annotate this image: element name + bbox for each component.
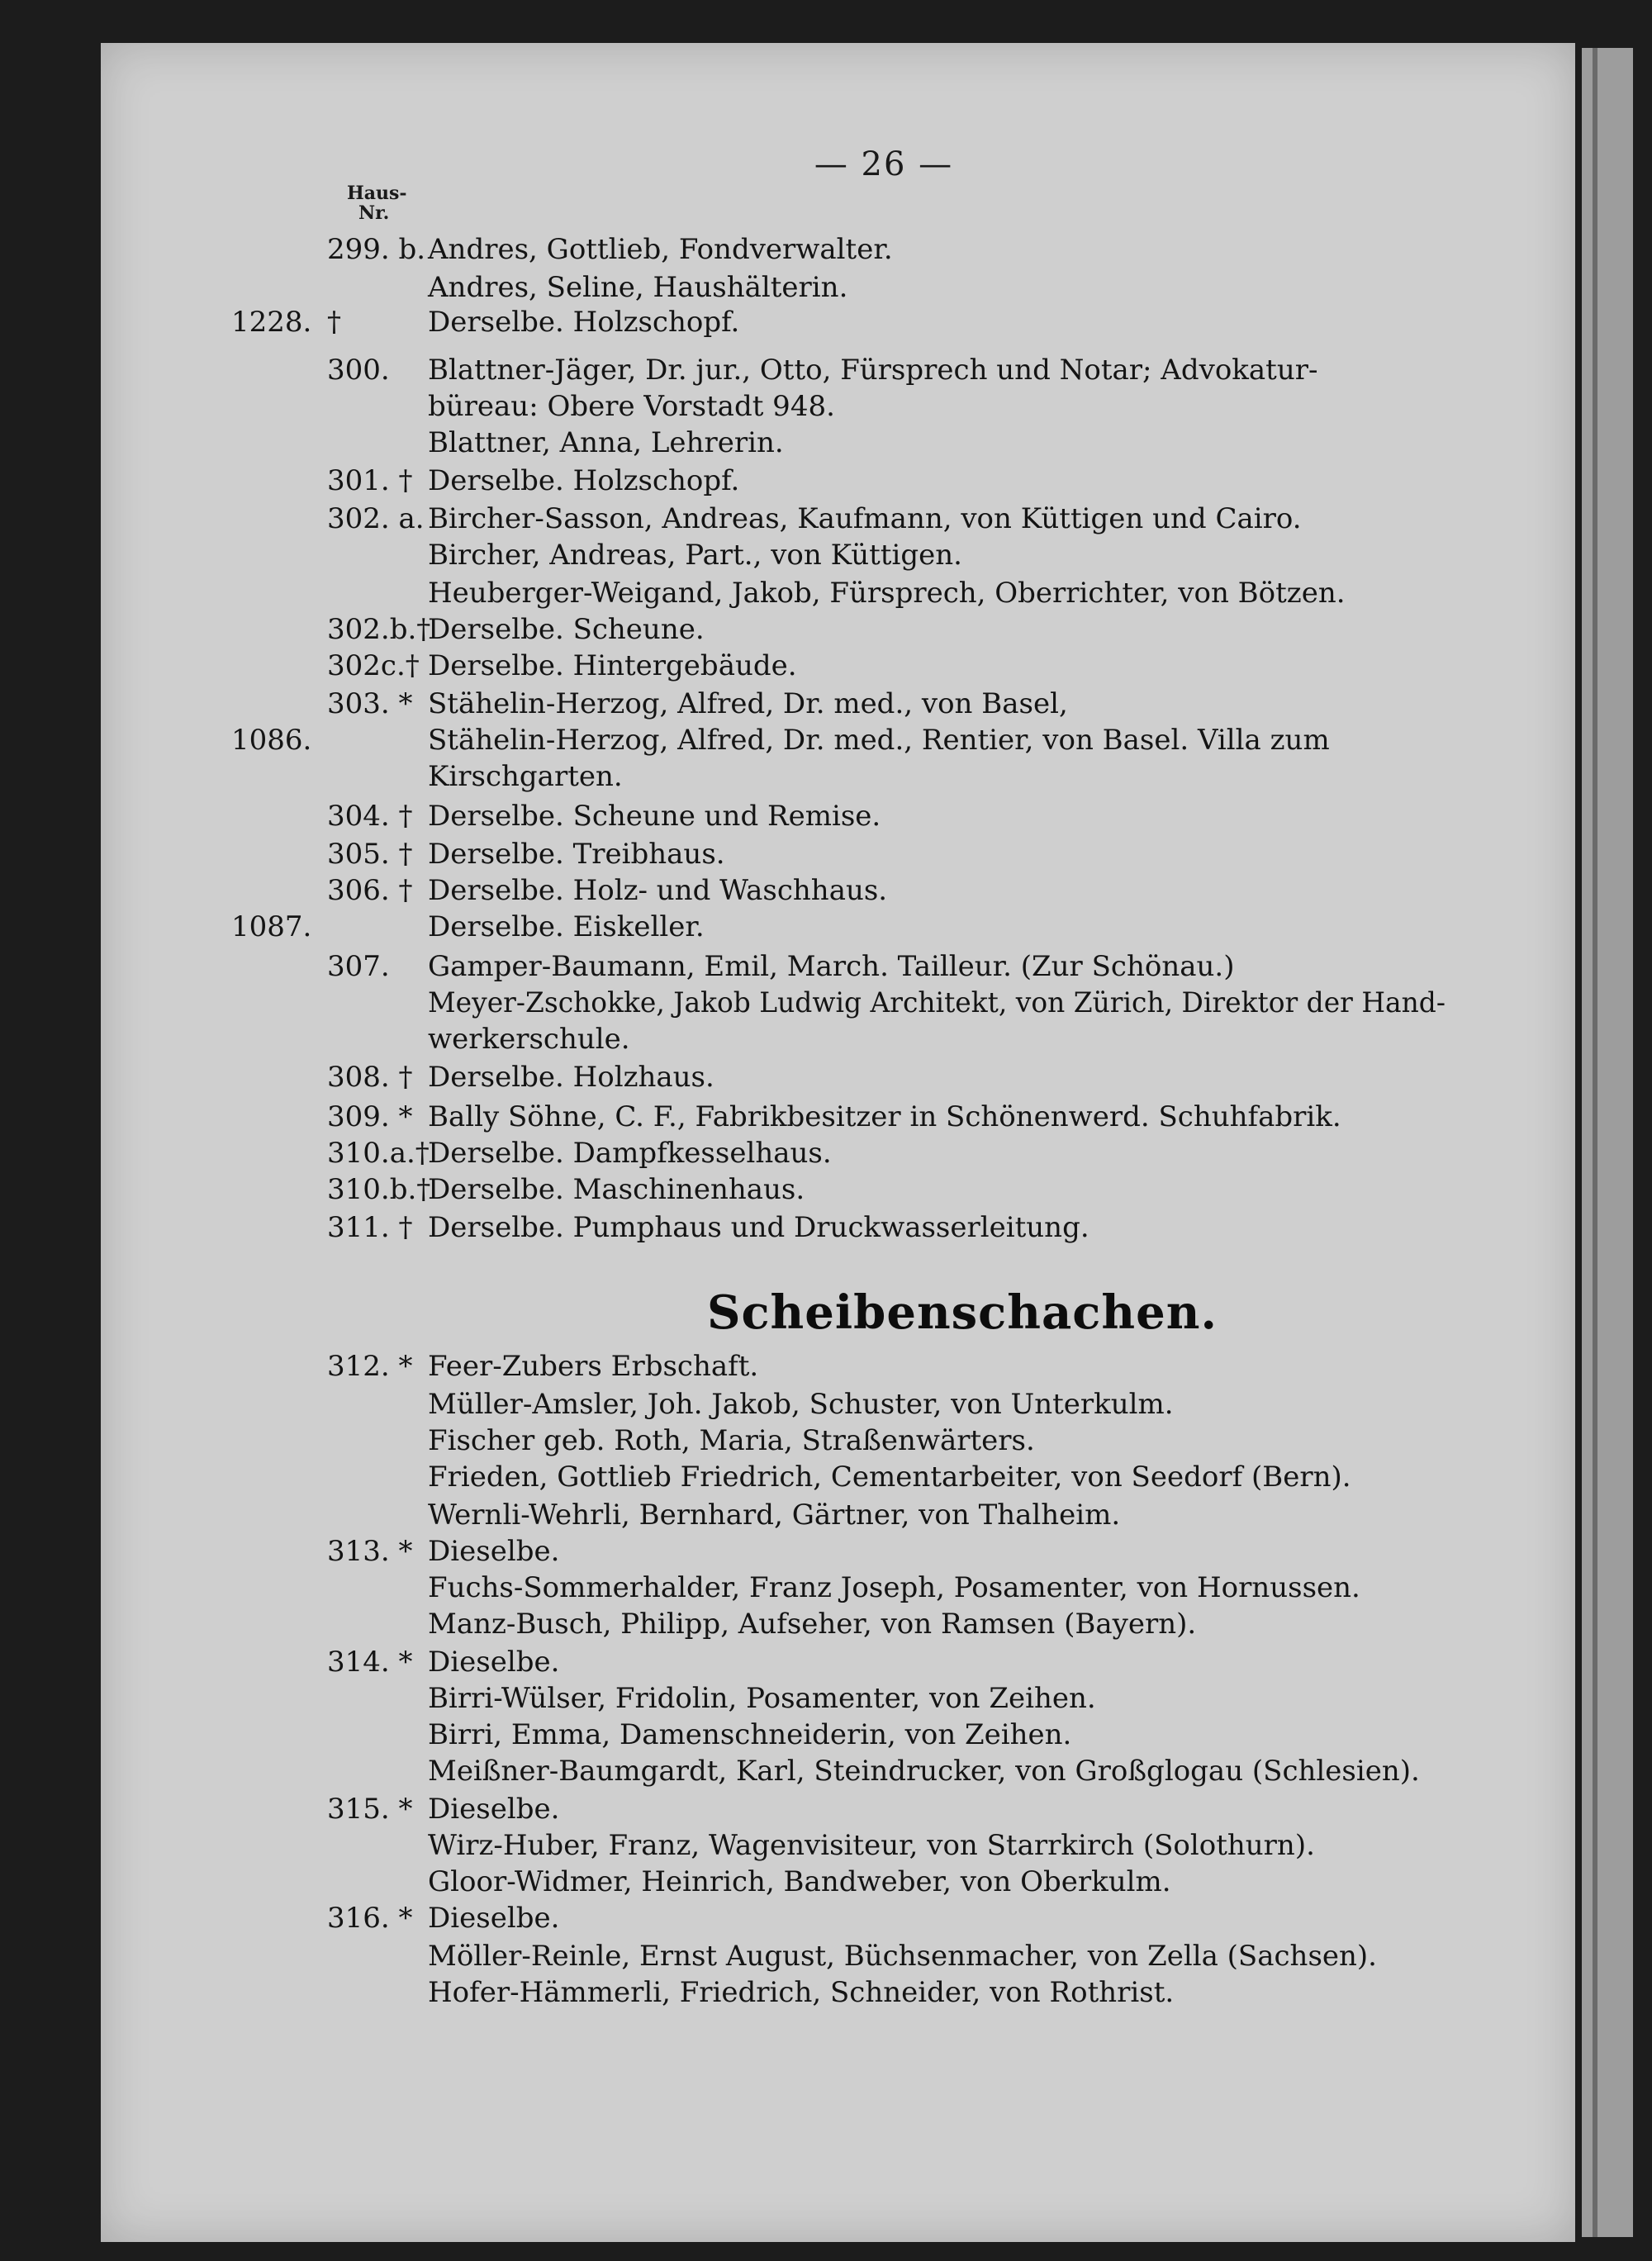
entry-text: Birri-Wülser, Fridolin, Posamenter, von Zeihen. xyxy=(428,1682,1096,1715)
house-number: 311. † xyxy=(327,1211,413,1244)
entry-text: Gamper-Baumann, Emil, March. Tailleur. (Zur Schönau.) xyxy=(428,950,1235,983)
entry-line xyxy=(0,1209,1470,1246)
entry-line xyxy=(0,425,1470,461)
house-number: 303. * xyxy=(327,687,413,720)
entry-text: Birri, Emma, Damenschneiderin, von Zeihen. xyxy=(428,1718,1072,1751)
entry-line xyxy=(0,611,1470,648)
entry-text: Heuberger-Weigand, Jakob, Fürsprech, Oberrichter, von Bötzen. xyxy=(428,577,1346,610)
entry-text: Bircher-Sasson, Andreas, Kaufmann, von Küttigen und Cairo. xyxy=(428,502,1302,535)
entry-text: Derselbe. Holzschopf. xyxy=(428,464,740,497)
house-number: 314. * xyxy=(327,1646,413,1679)
entry-text: Blattner, Anna, Lehrerin. xyxy=(428,426,784,459)
entry-text: Derselbe. Holz- und Waschhaus. xyxy=(428,874,888,907)
house-number: 315. * xyxy=(327,1793,413,1826)
entry-text: Andres, Gottlieb, Fondverwalter. xyxy=(428,233,893,266)
entry-text: Meißner-Baumgardt, Karl, Steindrucker, von Großglogau (Schlesien). xyxy=(428,1755,1420,1788)
left-house-number: 1086. xyxy=(231,724,312,757)
house-number: 304. † xyxy=(327,800,413,833)
section-entry-line xyxy=(0,1680,1470,1717)
entry-text: Dieselbe. xyxy=(428,1535,560,1568)
section-entry-line xyxy=(0,1348,1470,1385)
entry-text: Meyer-Zschokke, Jakob Ludwig Architekt, von Zürich, Direktor der Hand- xyxy=(428,986,1446,1019)
section-entry-line xyxy=(0,1717,1470,1753)
column-header xyxy=(347,183,430,223)
entry-text: Bally Söhne, C. F., Fabrikbesitzer in Schönenwerd. Schuhfabrik. xyxy=(428,1100,1341,1133)
house-number: 299. b. xyxy=(327,233,426,266)
entry-text: Derselbe. Dampfkesselhaus. xyxy=(428,1137,832,1170)
entry-text: Derselbe. Pumphaus und Druckwasserleitung. xyxy=(428,1211,1089,1244)
entry-line xyxy=(0,352,1470,388)
entry-text: Kirschgarten. xyxy=(428,760,623,793)
entry-line xyxy=(0,1099,1470,1135)
house-number: 307. xyxy=(327,950,390,983)
house-number: 313. * xyxy=(327,1535,413,1568)
house-number: 306. † xyxy=(327,874,413,907)
house-number: 305. † xyxy=(327,838,413,871)
left-house-number: 1087. xyxy=(231,910,312,943)
entry-text: Müller-Amsler, Joh. Jakob, Schuster, von Unterkulm. xyxy=(428,1388,1174,1421)
left-house-number: 1228. xyxy=(231,306,312,339)
section-heading: Scheibenschachen. xyxy=(707,1285,1218,1340)
entry-line xyxy=(0,722,1470,758)
entry-line xyxy=(0,1171,1470,1208)
entry-line xyxy=(0,686,1470,722)
entry-text: Derselbe. Hintergebäude. xyxy=(428,649,797,682)
entry-text: Derselbe. Holzhaus. xyxy=(428,1061,714,1094)
entry-text: Blattner-Jäger, Dr. jur., Otto, Fürsprech und Notar; Advokatur- xyxy=(428,354,1318,387)
entry-text: Derselbe. Holzschopf. xyxy=(428,306,740,339)
adjacent-page-edge xyxy=(1582,48,1633,2237)
entry-line xyxy=(0,836,1470,872)
entry-line xyxy=(0,1059,1470,1095)
entry-line xyxy=(0,231,1470,268)
house-number: 302.b.† xyxy=(327,613,431,646)
entry-text: Derselbe. Scheune und Remise. xyxy=(428,800,881,833)
entry-line xyxy=(0,648,1470,684)
entry-text: Andres, Seline, Haushälterin. xyxy=(428,271,848,304)
section-entry-line xyxy=(0,1497,1470,1533)
column-header-line-2: Nr. xyxy=(358,202,390,224)
entry-line xyxy=(0,758,1470,795)
section-entry-line xyxy=(0,1606,1470,1642)
entry-text: Möller-Reinle, Ernst August, Büchsenmacher, von Zella (Sachsen). xyxy=(428,1940,1377,1973)
entry-text: Frieden, Gottlieb Friedrich, Cementarbeiter, von Seedorf (Bern). xyxy=(428,1461,1351,1494)
section-entry-line xyxy=(0,1864,1470,1900)
entry-line xyxy=(0,304,1470,340)
entry-text: Feer-Zubers Erbschaft. xyxy=(428,1350,759,1383)
entry-text: Hofer-Hämmerli, Friedrich, Schneider, von Rothrist. xyxy=(428,1976,1175,2009)
entry-text: Dieselbe. xyxy=(428,1902,560,1935)
section-entry-line xyxy=(0,1974,1470,2011)
entry-text: Derselbe. Treibhaus. xyxy=(428,838,725,871)
entry-line xyxy=(0,388,1470,425)
house-number: 309. * xyxy=(327,1100,413,1133)
entry-line xyxy=(0,463,1470,499)
entry-line xyxy=(0,575,1470,611)
house-number: † xyxy=(327,306,341,339)
section-entry-line xyxy=(0,1386,1470,1423)
house-number: 312. * xyxy=(327,1350,413,1383)
section-entry-line xyxy=(0,1644,1470,1680)
entry-line xyxy=(0,1135,1470,1171)
house-number: 308. † xyxy=(327,1061,413,1094)
section-entry-line xyxy=(0,1827,1470,1864)
entry-line xyxy=(0,872,1470,909)
section-entry-line xyxy=(0,1900,1470,1936)
section-entry-line xyxy=(0,1791,1470,1827)
page-gutter-shadow xyxy=(1593,48,1597,2237)
entry-line xyxy=(0,985,1470,1021)
entry-text: Dieselbe. xyxy=(428,1646,560,1679)
house-number: 302c.† xyxy=(327,649,420,682)
entry-text: Bircher, Andreas, Part., von Küttigen. xyxy=(428,539,962,572)
entry-line xyxy=(0,948,1470,985)
house-number: 310.b.† xyxy=(327,1173,431,1206)
section-entry-line xyxy=(0,1570,1470,1606)
entry-line xyxy=(0,501,1470,537)
section-entry-line xyxy=(0,1533,1470,1570)
entry-line xyxy=(0,269,1470,306)
house-number: 300. xyxy=(327,354,390,387)
entry-text: Manz-Busch, Philipp, Aufseher, von Ramsen (Bayern). xyxy=(428,1608,1197,1641)
entry-line xyxy=(0,798,1470,834)
section-entry-line xyxy=(0,1423,1470,1459)
section-entry-line xyxy=(0,1753,1470,1789)
entry-text: Fuchs-Sommerhalder, Franz Joseph, Posamenter, von Hornussen. xyxy=(428,1571,1360,1604)
entry-text: Gloor-Widmer, Heinrich, Bandweber, von Oberkulm. xyxy=(428,1865,1171,1898)
entry-line xyxy=(0,1021,1470,1057)
entry-text: Stähelin-Herzog, Alfred, Dr. med., Rentier, von Basel. Villa zum xyxy=(428,724,1330,757)
house-number: 301. † xyxy=(327,464,413,497)
page-number: — 26 — xyxy=(814,145,954,183)
house-number: 316. * xyxy=(327,1902,413,1935)
entry-line xyxy=(0,909,1470,945)
entry-text: Wirz-Huber, Franz, Wagenvisiteur, von Starrkirch (Solothurn). xyxy=(428,1829,1315,1862)
entry-text: Derselbe. Maschinenhaus. xyxy=(428,1173,805,1206)
entry-text: Stähelin-Herzog, Alfred, Dr. med., von Basel, xyxy=(428,687,1068,720)
entry-text: Fischer geb. Roth, Maria, Straßenwärters. xyxy=(428,1424,1035,1457)
entry-text: Derselbe. Eiskeller. xyxy=(428,910,705,943)
column-header-line-1: Haus- xyxy=(347,183,407,204)
entry-text: Wernli-Wehrli, Bernhard, Gärtner, von Thalheim. xyxy=(428,1499,1121,1532)
house-number: 302. a. xyxy=(327,502,425,535)
entry-text: Dieselbe. xyxy=(428,1793,560,1826)
entry-text: büreau: Obere Vorstadt 948. xyxy=(428,390,835,423)
section-entry-line xyxy=(0,1459,1470,1495)
house-number: 310.a.† xyxy=(327,1137,430,1170)
section-entry-line xyxy=(0,1938,1470,1974)
entry-text: werkerschule. xyxy=(428,1023,630,1056)
entry-text: Derselbe. Scheune. xyxy=(428,613,705,646)
entry-line xyxy=(0,537,1470,573)
